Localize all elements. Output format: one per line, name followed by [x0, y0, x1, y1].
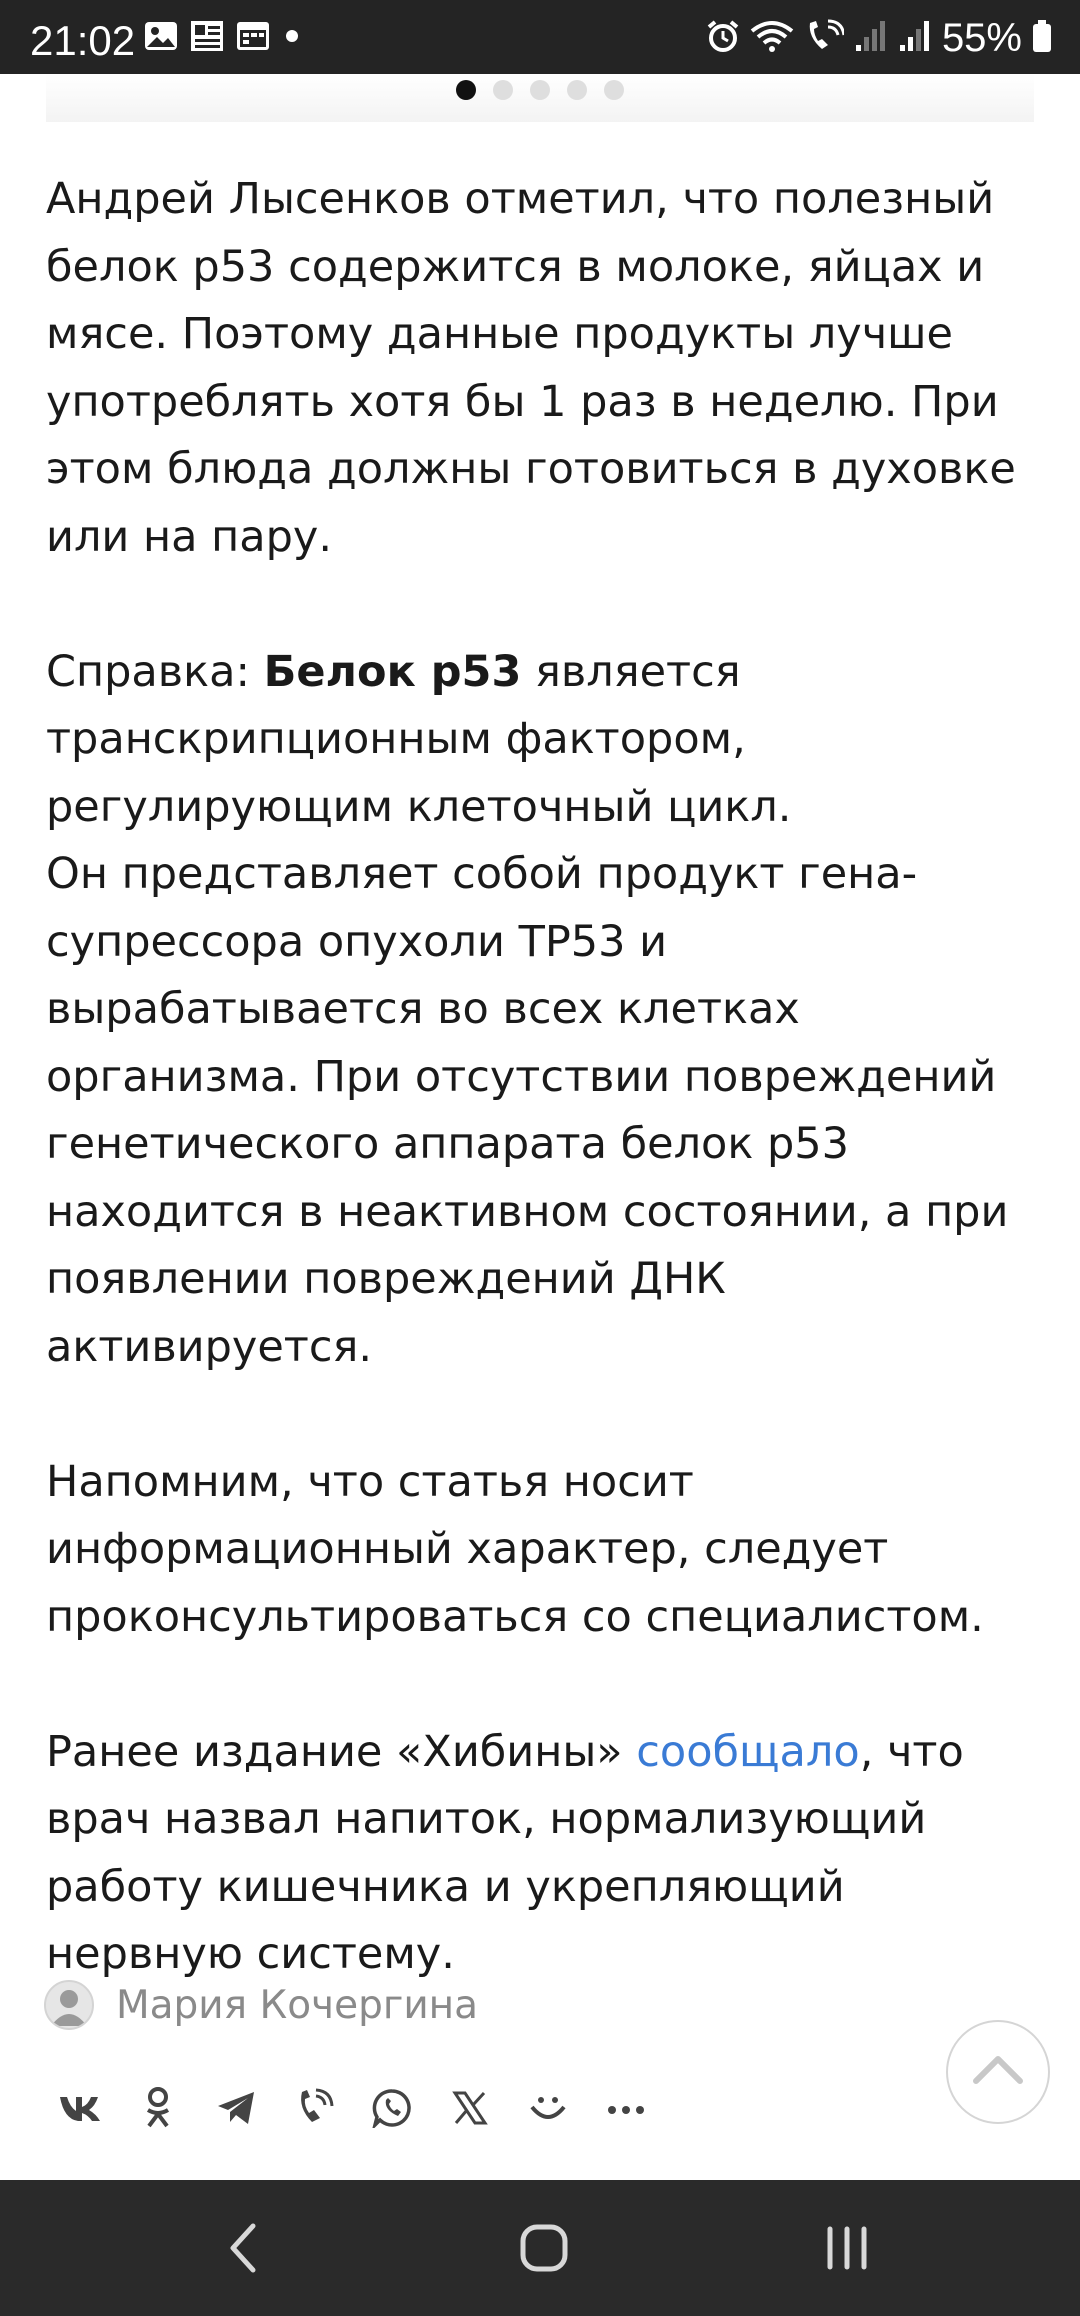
- status-time: 21:02: [30, 17, 136, 64]
- paragraph-text: , что врач назвал напиток, нормализующий работу кишечника и укрепляющий нервную систему.: [46, 1726, 964, 1979]
- viber-icon: [294, 2088, 334, 2132]
- nav-back-button[interactable]: [203, 2210, 283, 2290]
- alarm-icon: [706, 19, 740, 58]
- wifi-icon: [750, 19, 794, 58]
- reference-term: Белок p53: [263, 646, 522, 697]
- carousel-dot[interactable]: [456, 80, 476, 100]
- vk-icon: [58, 2093, 102, 2127]
- reference-text-continued: Он представляет собой продукт гена-супрессора опухоли TP53 и вырабатывается во всех клетках организма. При отсутствии повреждений генетического аппарата белок p53 находится в неактивном состоянии, а при появлении повреждений ДНК активируется.: [46, 849, 1009, 1372]
- share-more-button[interactable]: [596, 2080, 656, 2140]
- share-viber-button[interactable]: [284, 2080, 344, 2140]
- paragraph: [46, 1719, 1046, 1989]
- paragraph: Напомним, что статья носит информационный характер, следует проконсультироваться со специалистом.: [46, 1456, 984, 1642]
- status-bar: [0, 0, 1080, 74]
- avatar: [44, 1980, 94, 2030]
- share-vk-button[interactable]: [50, 2080, 110, 2140]
- paragraph-text: Ранее издание «Хибины»: [46, 1726, 637, 1777]
- reference-prefix: Справка:: [46, 646, 264, 697]
- whatsapp-icon: [372, 2088, 412, 2132]
- calendar-icon: [236, 21, 270, 56]
- recents-icon: [822, 2223, 872, 2277]
- signal-icon: [898, 19, 932, 58]
- carousel-dot[interactable]: [530, 80, 550, 100]
- reference-paragraph: [46, 639, 1046, 1382]
- author-block[interactable]: [44, 1980, 478, 2030]
- reference-text: является транскрипционным фактором, регулирующим клеточный цикл.: [46, 646, 792, 832]
- x-icon: [452, 2090, 488, 2130]
- telegram-icon: [216, 2090, 256, 2130]
- carousel-dot[interactable]: [604, 80, 624, 100]
- nav-recents-button[interactable]: [807, 2210, 887, 2290]
- battery-percent: 55%: [941, 16, 1022, 60]
- article-link[interactable]: сообщало: [636, 1726, 860, 1777]
- carousel-dot[interactable]: [493, 80, 513, 100]
- author-name[interactable]: Мария Кочергина: [116, 1982, 479, 2028]
- dot-icon: [282, 21, 302, 56]
- share-odnoklassniki-button[interactable]: [128, 2080, 188, 2140]
- chevron-up-icon: [972, 2055, 1024, 2089]
- more-icon: [606, 2101, 646, 2120]
- share-telegram-button[interactable]: [206, 2080, 266, 2140]
- gallery-icon: [144, 21, 178, 56]
- scroll-to-top-button[interactable]: [946, 2020, 1050, 2124]
- odnoklassniki-icon: [143, 2086, 173, 2134]
- notification-icons: [144, 20, 302, 57]
- home-icon: [519, 2223, 569, 2277]
- carousel-dot[interactable]: [567, 80, 587, 100]
- share-whatsapp-button[interactable]: [362, 2080, 422, 2140]
- share-x-button[interactable]: [440, 2080, 500, 2140]
- back-icon: [223, 2220, 263, 2280]
- nav-home-button[interactable]: [504, 2210, 584, 2290]
- signal-icon: [854, 19, 888, 58]
- battery-icon: [1032, 19, 1052, 58]
- system-nav-bar: [0, 2180, 1080, 2316]
- mailru-icon: [528, 2093, 568, 2127]
- article-body: [46, 166, 1046, 2056]
- share-mailru-button[interactable]: [518, 2080, 578, 2140]
- carousel-dots: [456, 80, 624, 100]
- news-icon: [190, 20, 224, 57]
- paragraph: Андрей Лысенков отметил, что полезный белок p53 содержится в молоке, яйцах и мясе. Поэтому данные продукты лучше употреблять хотя бы 1 раз в неделю. При этом блюда должны готовиться в духовке или на пару.: [46, 174, 1016, 562]
- system-icons: [706, 18, 1052, 58]
- wifi-call-icon: [804, 19, 844, 58]
- share-buttons: [50, 2080, 656, 2140]
